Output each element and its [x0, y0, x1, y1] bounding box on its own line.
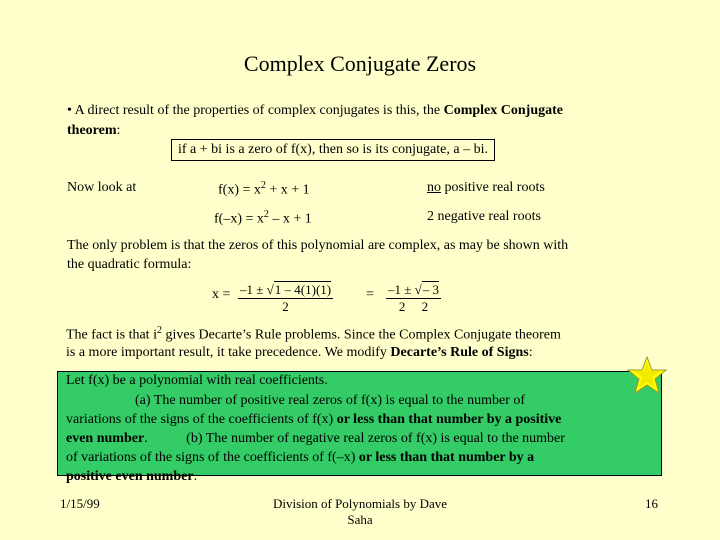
rule-line-1: Let f(x) be a polynomial with real coefficients.	[66, 373, 328, 388]
eq1-rest: + x + 1	[265, 182, 310, 198]
fact-line-2	[66, 345, 533, 361]
rule-line3-pre: variations of the signs of the coefficients of f(x)	[66, 412, 337, 427]
fraction-1-numerator: –1 ± √1 – 4(1)(1)	[240, 282, 332, 297]
equation-f-neg-x	[214, 209, 312, 228]
fact-exponent: 2	[156, 325, 162, 336]
fact-line1-post: gives Decarte’s Rule problems. Since the Complex Conjugate theorem	[161, 327, 561, 343]
footer-date: 1/15/99	[60, 496, 100, 511]
rule-line6-post: .	[193, 469, 198, 484]
eq2-exponent: 2	[263, 209, 269, 220]
num1-prefix: –1 ±	[240, 282, 267, 297]
rule-line4-mid: . (b) The number of negative real zeros of f(x) is equal to the number	[144, 431, 565, 446]
eq1-lhs: f(x) = x	[218, 182, 261, 198]
rule-line5-bold: or less than that number by a	[358, 450, 535, 465]
rule-line-2: (a) The number of positive real zeros of f(x) is equal to the number of	[135, 393, 526, 408]
fraction-2-numerator: –1 ± √– 3	[388, 282, 440, 297]
eq2-lhs: f(–x) = x	[214, 211, 264, 227]
rule-line-3	[66, 412, 561, 428]
fact-line2-post: :	[528, 345, 533, 360]
bullet-text: • A direct result of the properties of complex conjugates is this, the	[67, 103, 444, 118]
num2-prefix: –1 ±	[388, 282, 415, 297]
bullet-line-2	[67, 123, 120, 139]
fraction-1-denominator: 2	[282, 299, 289, 314]
fact-line2-pre: is a more important result, it take precedence. We modify	[66, 345, 391, 360]
slide-title: Complex Conjugate Zeros	[243, 51, 477, 76]
rule-line-5	[66, 450, 534, 466]
eq1-note-rest: positive real roots	[441, 180, 545, 195]
rule-line-6	[66, 469, 197, 485]
eq1-note-underlined: no	[427, 180, 441, 195]
sqrt-2-radicand: – 3	[422, 282, 440, 297]
bullet-line-1	[67, 103, 563, 119]
formula-x-equals: x =	[212, 287, 231, 302]
colon: :	[116, 123, 121, 138]
footer-page-number: 16	[645, 496, 658, 511]
bullet-bold-text: Complex Conjugate	[443, 103, 563, 118]
den2-a: 2	[398, 299, 406, 314]
eq1-note	[427, 180, 545, 196]
rule-line-4	[66, 431, 565, 447]
fraction-2-denominator	[386, 299, 441, 315]
footer-center	[250, 496, 470, 528]
formula-fraction-1	[238, 281, 333, 315]
den2-b: 2	[421, 299, 429, 314]
fact-line-1	[66, 325, 561, 344]
rule-line6-bold: positive even number	[66, 469, 194, 484]
eq2-rest: – x + 1	[268, 211, 312, 227]
star-icon	[627, 356, 667, 394]
problem-line-2: the quadratic formula:	[67, 257, 192, 272]
formula-fraction-2	[386, 281, 441, 315]
formula-equals: =	[366, 287, 374, 302]
footer-center-line-2: Saha	[347, 512, 373, 527]
eq1-exponent: 2	[260, 180, 266, 191]
fact-line1-pre: The fact is that i	[66, 327, 157, 343]
equation-f-x	[218, 180, 310, 199]
theorem-word: theorem	[67, 123, 117, 138]
rule-line5-pre: of variations of the signs of the coefficients of f(–x)	[66, 450, 359, 465]
rule-line4-bold: even number	[66, 431, 145, 446]
sqrt-1-radicand: 1 – 4(1)(1)	[274, 282, 332, 297]
eq2-note: 2 negative real roots	[427, 209, 541, 224]
rule-name: Decarte’s Rule of Signs	[390, 345, 529, 360]
now-look-at: Now look at	[67, 180, 137, 195]
theorem-statement-box: if a + bi is a zero of f(x), then so is its conjugate, a – bi.	[171, 139, 495, 161]
footer-center-line-1: Division of Polynomials by Dave	[272, 496, 448, 511]
problem-line-1: The only problem is that the zeros of this polynomial are complex, as may be shown with	[67, 238, 569, 253]
rule-line3-bold: or less than that number by a positive	[336, 412, 562, 427]
